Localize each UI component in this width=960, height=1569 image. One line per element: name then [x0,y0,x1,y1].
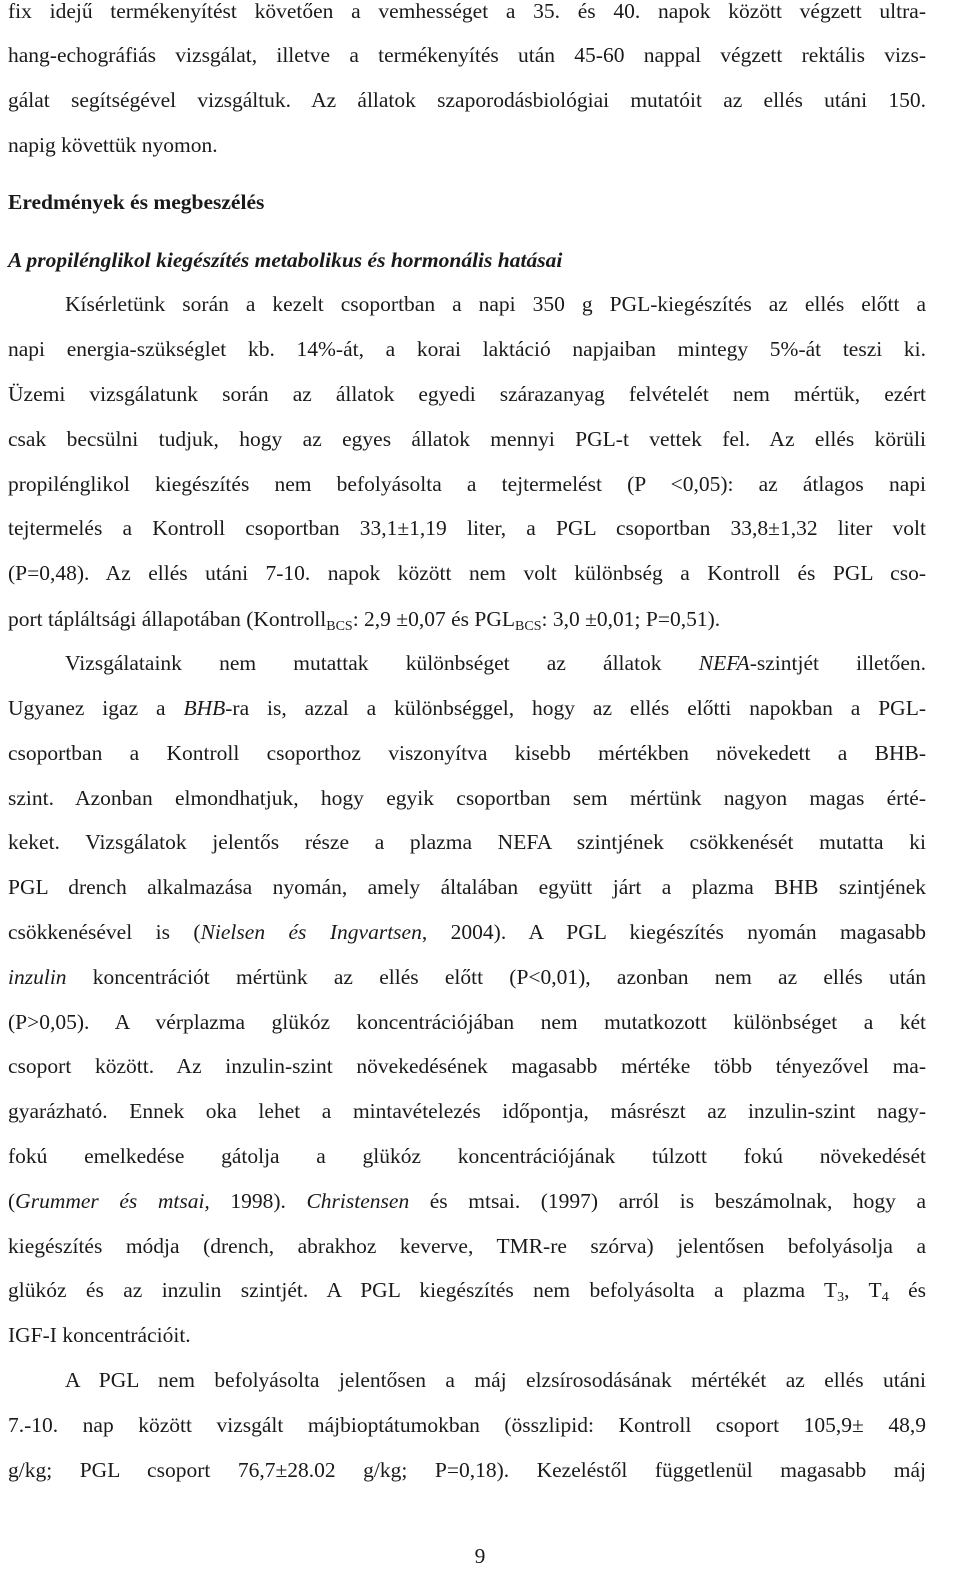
subsection-heading: A propilénglikol kiegészítés metabolikus és hormonális hatásai [8,248,563,272]
para2-line-3: csoportban a Kontroll csoporthoz viszonyítva kisebb mértékben növekedett a BHB- [8,741,926,765]
para2-line-7: csökkenésével is (Nielsen és Ingvartsen, 2004). A PGL kiegészítés nyomán magasabb [8,920,926,944]
para2-line-11: gyarázható. Ennek oka lehet a mintavételezés időpontja, másrészt az inzulin-szint nagy- [8,1099,926,1123]
para1-line-2: napi energia-szükséglet kb. 14%-át, a korai laktáció napjaiban mintegy 5%-át teszi ki. [8,337,926,361]
para2-line-15: glükóz és az inzulin szintjét. A PGL kiegészítés nem befolyásolta a plazma $T_3$, $T_4$ és [8,1278,926,1305]
intro-line-1: fix idejű termékenyítést követően a vemhességet a 35. és 40. napok között végzett ultra- [8,0,926,23]
para1-line-1: Kísérletünk során a kezelt csoportban a napi 350 g PGL-kiegészítés az ellés előtt a [65,292,926,316]
intro-line-4: napig követtük nyomon. [8,133,218,157]
para2-line-9: (P>0,05). A vérplazma glükóz koncentrációjában nem mutatkozott különbséget a két [8,1010,926,1034]
para3-line-1: A PGL nem befolyásolta jelentősen a máj elzsírosodásának mértékét az ellés utáni [65,1368,926,1392]
para3-line-2: 7.-10. nap között vizsgált májbioptátumokban (összlipid: Kontroll csoport 105,9± 48,9 [8,1413,926,1437]
intro-line-3: gálat segítségével vizsgáltuk. Az állatok szaporodásbiológiai mutatóit az ellés utáni 150. [8,88,926,112]
section-heading: Eredmények és megbeszélés [8,190,265,214]
para2-line-8: inzulin koncentrációt mértünk az ellés előtt (P<0,01), azonban nem az ellés után [8,965,926,989]
page-number: 9 [474,1544,486,1568]
para1-line-7: (P=0,48). Az ellés utáni 7-10. napok között nem volt különbség a Kontroll és PGL cso- [8,561,926,585]
para2-line-1: Vizsgálataink nem mutattak különbséget az állatok NEFA-szintjét illetően. [65,651,926,675]
para1-line-4: csak becsülni tudjuk, hogy az egyes állatok mennyi PGL-t vettek fel. Az ellés körüli [8,427,926,451]
para1-line-5: propilénglikol kiegészítés nem befolyásolta a tejtermelést (P <0,05): az átlagos napi [8,472,926,496]
para2-line-5: keket. Vizsgálatok jelentős része a plazma NEFA szintjének csökkenését mutatta ki [8,830,926,854]
para2-line-4: szint. Azonban elmondhatjuk, hogy egyik csoportban sem mértünk nagyon magas érté- [8,786,926,810]
para1-line-6: tejtermelés a Kontroll csoportban 33,1±1,19 liter, a PGL csoportban 33,8±1,32 liter volt [8,516,926,540]
para2-line-2: Ugyanez igaz a BHB-ra is, azzal a különbséggel, hogy az ellés előtti napokban a PGL- [8,696,926,720]
para1-line-8: port tápláltsági állapotában (Kontroll$_{BCS}$: 2,9 ±0,07 és $PGL_{BCS}$: 3,0 ±0,01; P=0,51). [8,607,721,634]
para1-line-3: Üzemi vizsgálatunk során az állatok egyedi szárazanyag felvételét nem mértük, ezért [8,382,926,406]
para3-line-3: g/kg; PGL csoport 76,7±28.02 g/kg; P=0,18). Kezeléstől függetlenül magasabb máj [8,1458,926,1482]
para2-line-14: kiegészítés módja (drench, abrakhoz keverve, TMR-re szórva) jelentősen befolyásolja a [8,1234,926,1258]
para2-line-6: PGL drench alkalmazása nyomán, amely általában együtt járt a plazma BHB szintjének [8,875,926,899]
para2-line-16: IGF-I koncentrációit. [8,1323,191,1347]
para2-line-12: fokú emelkedése gátolja a glükóz koncentrációjának túlzott fokú növekedését [8,1144,926,1168]
intro-line-2: hang-echográfiás vizsgálat, illetve a termékenyítés után 45-60 nappal végzett rektális vizs- [8,43,926,67]
para2-line-10: csoport között. Az inzulin-szint növekedésének magasabb mértéke több tényezővel ma- [8,1054,926,1078]
para2-line-13: (Grummer és mtsai, 1998). Christensen és mtsai. (1997) arról is beszámolnak, hogy a [8,1189,926,1213]
